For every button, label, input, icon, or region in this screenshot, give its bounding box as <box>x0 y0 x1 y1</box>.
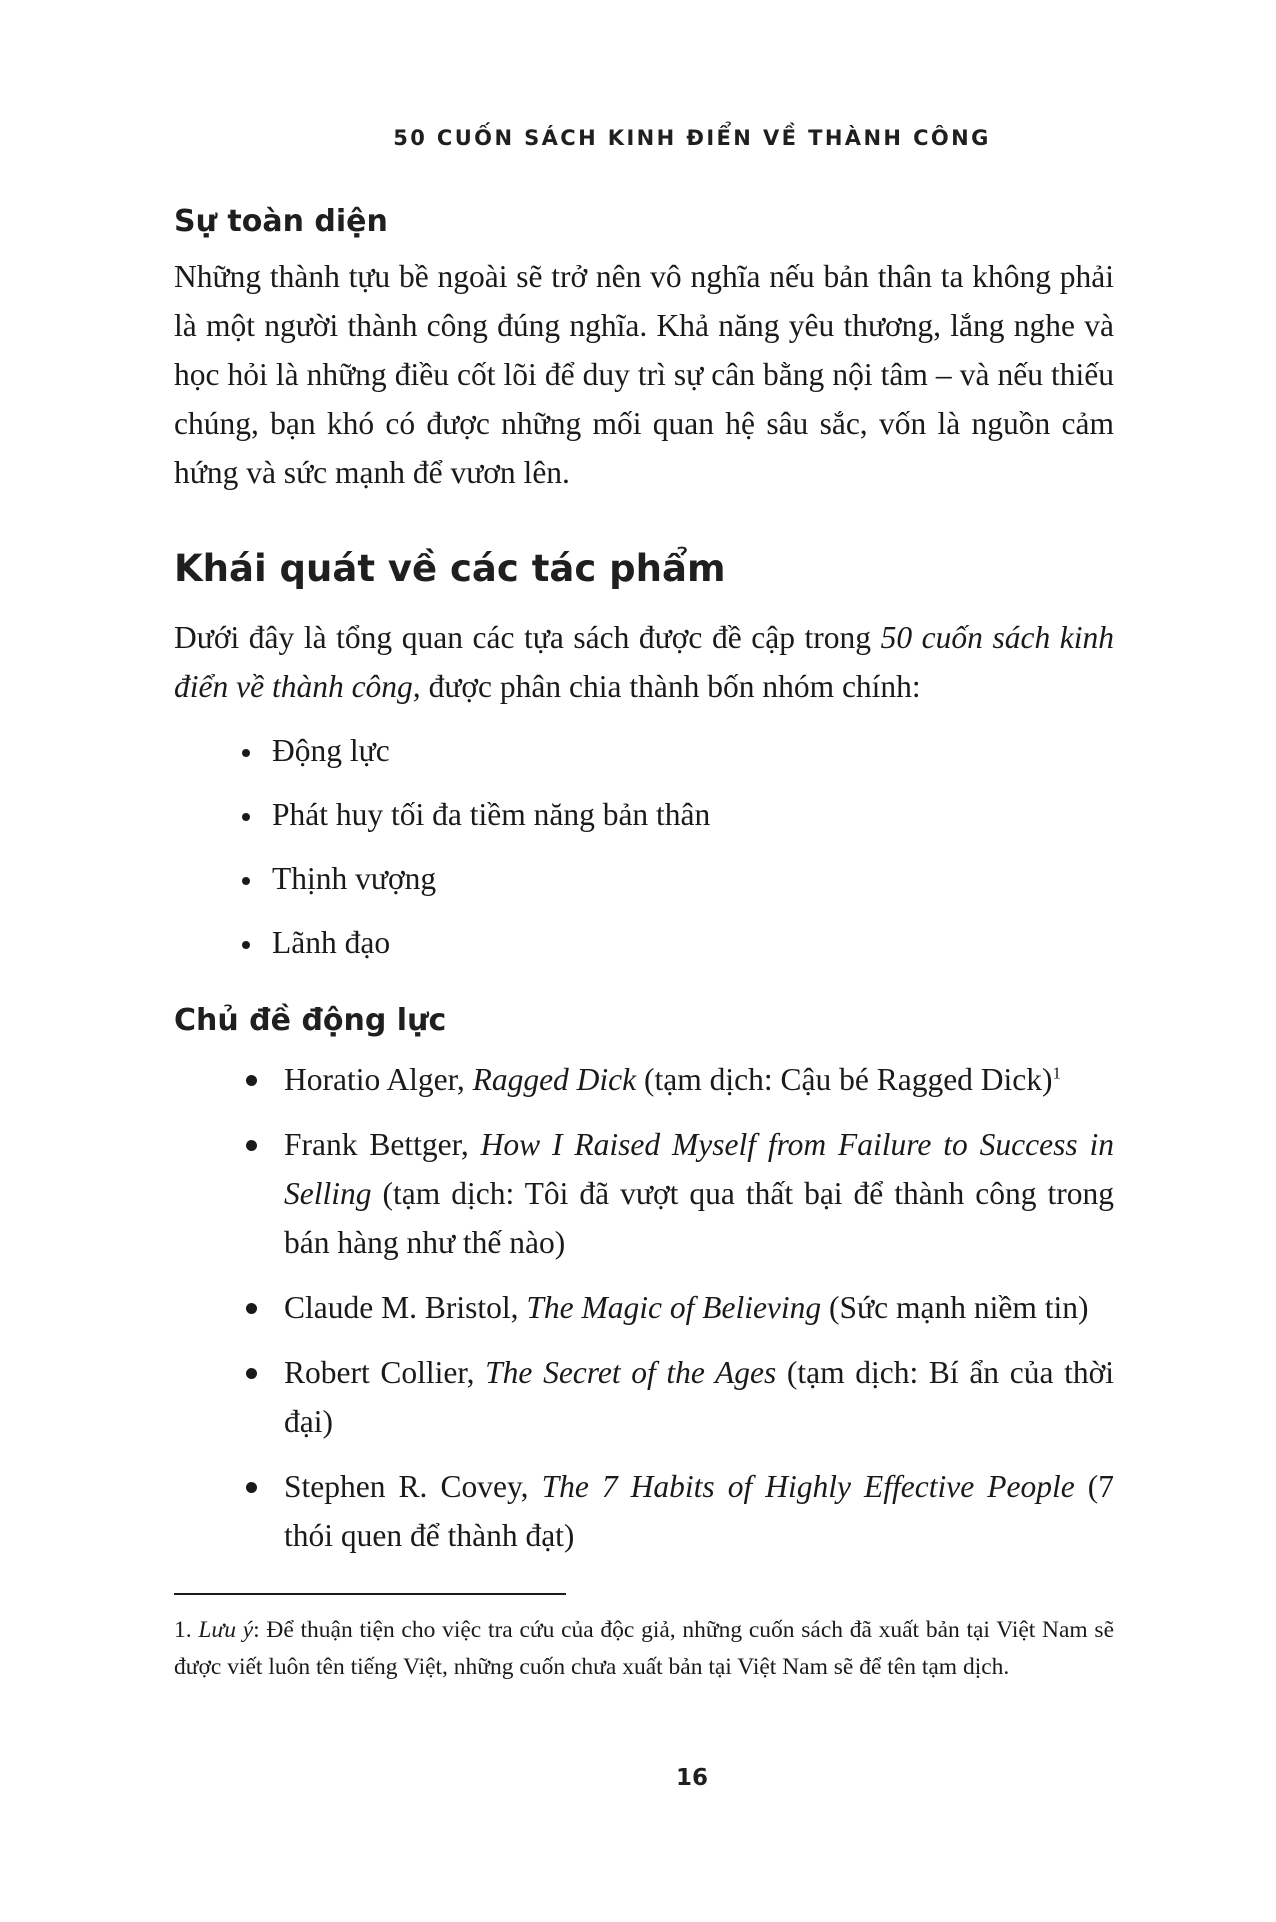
group-list <box>242 719 1114 975</box>
book-author: Claude M. Bristol, <box>284 1290 527 1325</box>
section-heading-toan-dien: Sự toàn diện <box>174 204 388 239</box>
book-author: Stephen R. Covey, <box>284 1469 542 1504</box>
book-list-item <box>246 1462 1114 1560</box>
book-note: (tạm dịch: Tôi đã vượt qua thất bại để thành công trong bán hàng như thế nào) <box>284 1176 1114 1260</box>
book-list-item <box>246 1348 1114 1446</box>
footnote-divider <box>174 1593 566 1595</box>
book-list <box>246 1055 1114 1560</box>
section-heading-khai-quat: Khái quát về các tác phẩm <box>174 547 726 590</box>
paragraph-khai-quat <box>174 613 1114 711</box>
group-item: Thịnh vượng <box>242 847 1114 911</box>
page-number: 16 <box>675 1765 708 1791</box>
book-title-reference: 50 cuốn sách kinh điển về thành công, <box>174 620 1114 704</box>
group-item: Động lực <box>242 719 1114 783</box>
paragraph-toan-dien: Những thành tựu bề ngoài sẽ trở nên vô nghĩa nếu bản thân ta không phải là một người thành công đúng nghĩa. Khả năng yêu thương, lắng nghe và học hỏi là những điều cốt lõi để duy trì sự cân bằng nội tâm – và nếu thiếu chúng, bạn khó có được những mối quan hệ sâu sắc, vốn là nguồn cảm hứng và sức mạnh để vươn lên. <box>174 259 1114 490</box>
page-content <box>174 202 1114 1576</box>
group-item: Lãnh đạo <box>242 911 1114 975</box>
book-note: (tạm dịch: Bí ẩn của thời đại) <box>284 1355 1114 1439</box>
book-title: The 7 Habits of Highly Effective People <box>541 1469 1075 1504</box>
book-author: Frank Bettger, <box>284 1127 481 1162</box>
book-title: How I Raised Myself from Failure to Success in Selling <box>284 1127 1114 1211</box>
footnote <box>174 1612 1114 1686</box>
book-author: Robert Collier, <box>284 1355 486 1390</box>
group-item: Phát huy tối đa tiềm năng bản thân <box>242 783 1114 847</box>
footnote-number: 1. <box>174 1617 199 1643</box>
book-list-item <box>246 1055 1114 1104</box>
book-note: (tạm dịch: Cậu bé Ragged Dick) <box>636 1062 1053 1097</box>
running-head: 50 CUỐN SÁCH KINH ĐIỂN VỀ THÀNH CÔNG <box>393 126 991 150</box>
book-title: The Secret of the Ages <box>485 1355 777 1390</box>
book-note: (7 thói quen để thành đạt) <box>284 1469 1115 1553</box>
intro-text: Dưới đây là tổng quan các tựa sách được đề cập trong <box>174 620 881 655</box>
section-heading-dong-luc: Chủ đề động lực <box>174 1003 447 1038</box>
book-note: (Sức mạnh niềm tin) <box>821 1290 1089 1325</box>
footnote-text: : Để thuận tiện cho việc tra cứu của độc giả, những cuốn sách đã xuất bản tại Việt Nam sẽ được viết luôn tên tiếng Việt, những cuốn chưa xuất bản tại Việt Nam sẽ để tên tạm dịch. <box>174 1617 1115 1680</box>
book-title: Ragged Dick <box>472 1062 637 1097</box>
book-list-item <box>246 1283 1114 1332</box>
book-list-item <box>246 1120 1114 1267</box>
book-title: The Magic of Believing <box>526 1290 822 1325</box>
footnote-label: Lưu ý <box>198 1617 254 1643</box>
intro-text-end: được phân chia thành bốn nhóm chính: <box>420 669 921 704</box>
book-author: Horatio Alger, <box>284 1062 473 1097</box>
footnote-reference: 1 <box>1052 1063 1062 1083</box>
